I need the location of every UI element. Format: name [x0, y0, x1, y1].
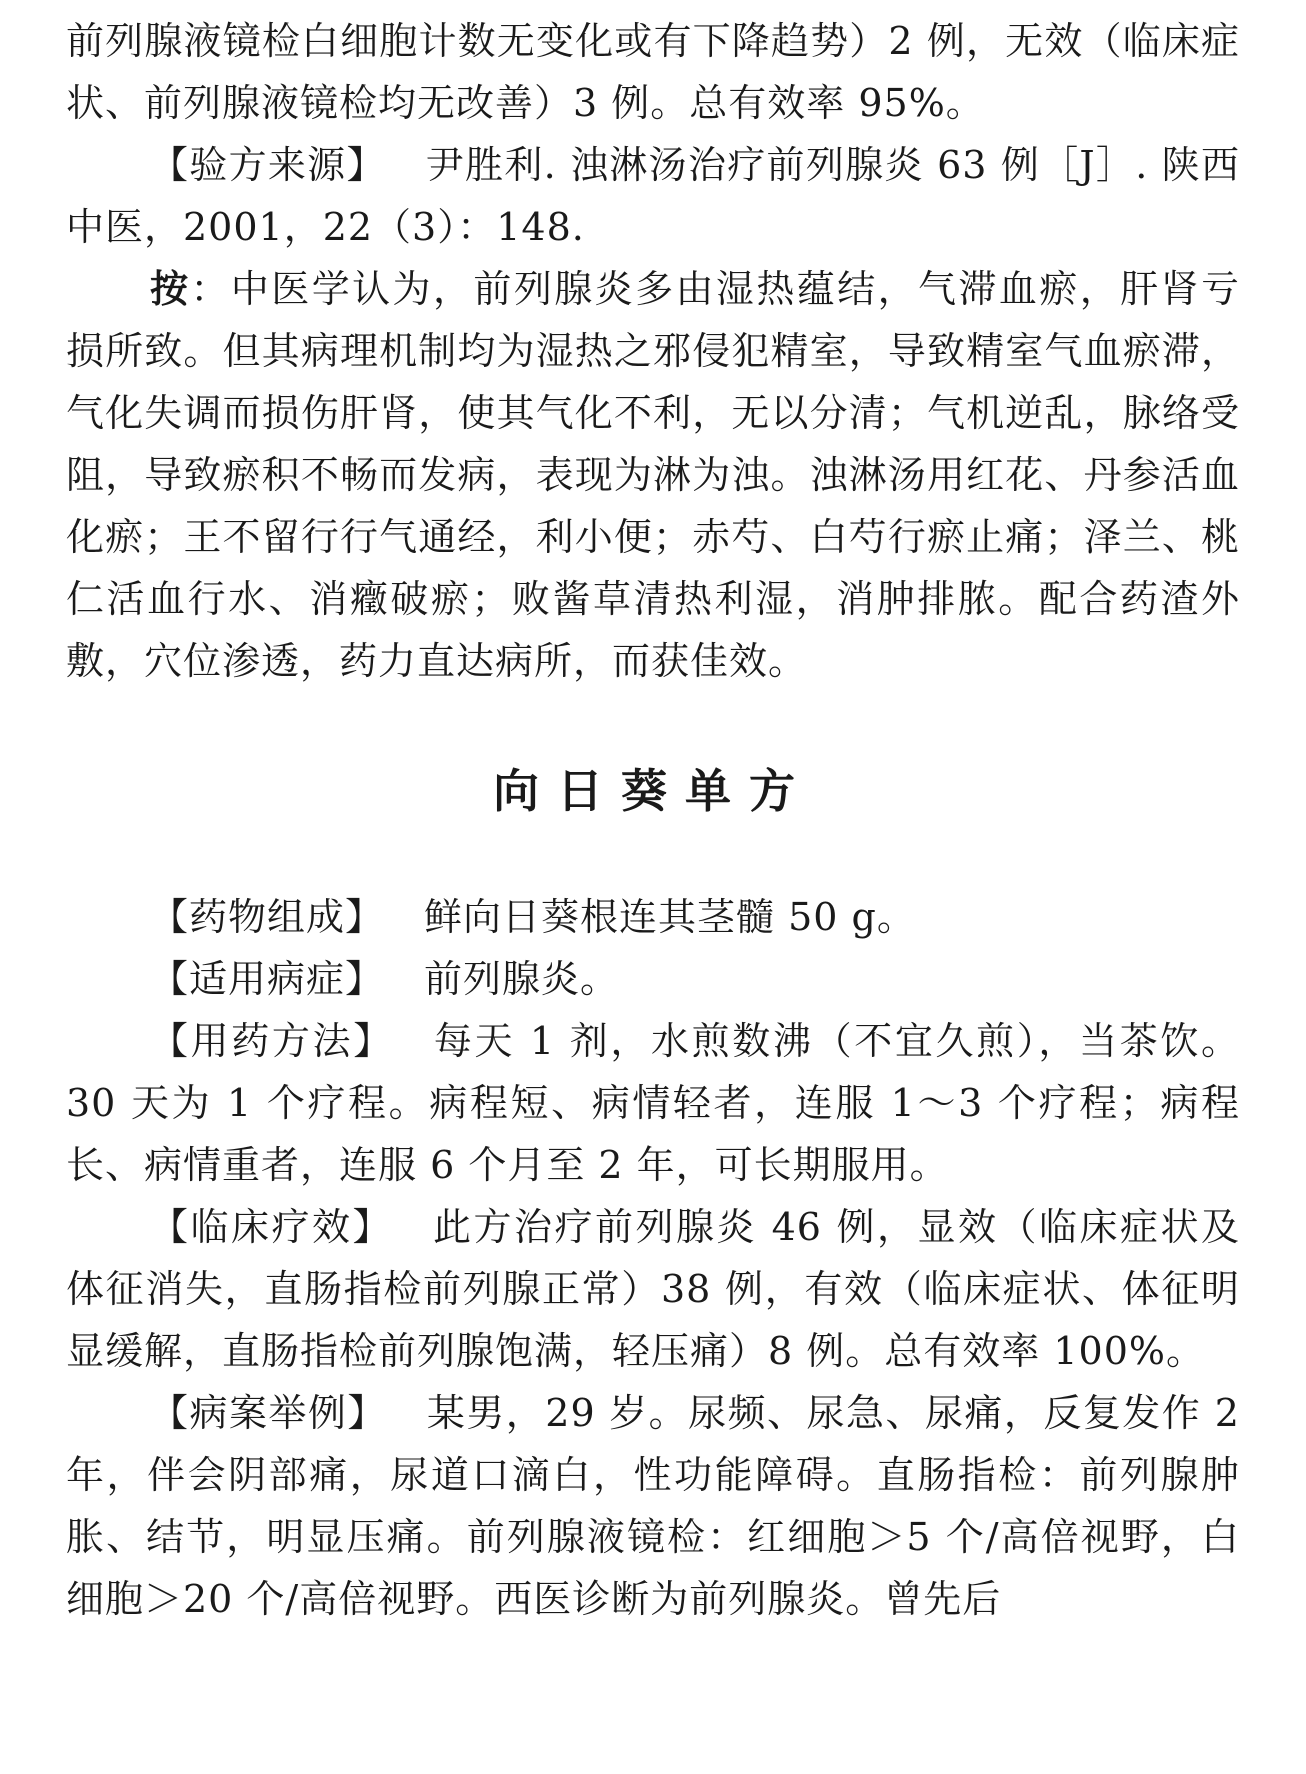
paragraph-usage — [66, 1010, 1240, 1196]
usage-text: 每天 1 剂，水煎数沸（不宜久煎），当茶饮。30 天为 1 个疗程。病程短、病情轻者，连服 1～3 个疗程；病程长、病情重者，连服 6 个月至 2 年，可长期服用。 — [66, 1019, 1240, 1187]
paragraph-source — [66, 134, 1240, 258]
case-label: 【病案举例】 — [150, 1391, 387, 1435]
case-text: 某男，29 岁。尿频、尿急、尿痛，反复发作 2 年，伴会阴部痛，尿道口滴白，性功能障碍。直肠指检：前列腺肿胀、结节，明显压痛。前列腺液镜检：红细胞＞5 个/高倍视野，白细胞＞20 个/高倍视野。西医诊断为前列腺炎。曾先后 — [66, 1391, 1240, 1621]
paragraph-note — [66, 258, 1240, 692]
efficacy-text: 此方治疗前列腺炎 46 例，显效（临床症状及体征消失，直肠指检前列腺正常）38 例，有效（临床症状、体征明显缓解，直肠指检前列腺饱满，轻压痛）8 例。总有效率 100%。 — [66, 1205, 1240, 1373]
source-text: 尹胜利. 浊淋汤治疗前列腺炎 63 例［J］. 陕西中医，2001，22（3）：148. — [66, 143, 1240, 249]
indication-label: 【适用病症】 — [150, 957, 385, 1001]
paragraph-case — [66, 1382, 1240, 1630]
note-text: ：中医学认为，前列腺炎多由湿热蕴结，气滞血瘀，肝肾亏损所致。但其病理机制均为湿热之邪侵犯精室，导致精室气血瘀滞，气化失调而损伤肝肾，使其气化不利，无以分清；气机逆乱，脉络受阻，导致瘀积不畅而发病，表现为淋为浊。浊淋汤用红花、丹参活血化瘀；王不留行行气通经，利小便；赤芍、白芍行瘀止痛；泽兰、桃仁活血行水、消癥破瘀；败酱草清热利湿，消肿排脓。配合药渣外敷，穴位渗透，药力直达病所，而获佳效。 — [66, 267, 1240, 683]
efficacy-label: 【临床疗效】 — [150, 1205, 393, 1249]
indication-text: 前列腺炎。 — [424, 957, 620, 1001]
section-title: 向日葵单方 — [493, 764, 813, 818]
paragraph-efficacy — [66, 1196, 1240, 1382]
paragraph-composition — [66, 886, 1240, 948]
document-page — [66, 10, 1240, 1630]
paragraph-text: 前列腺液镜检白细胞计数无变化或有下降趋势）2 例，无效（临床症状、前列腺液镜检均无改善）3 例。总有效率 95%。 — [66, 19, 1240, 125]
paragraph-indication — [66, 948, 1240, 1010]
paragraph-efficacy-continued — [66, 10, 1240, 134]
composition-label: 【药物组成】 — [150, 895, 385, 939]
note-label: 按 — [150, 266, 191, 311]
source-label: 【验方来源】 — [150, 143, 386, 187]
composition-text: 鲜向日葵根连其茎髓 50 g。 — [424, 895, 916, 939]
usage-label: 【用药方法】 — [150, 1019, 394, 1063]
